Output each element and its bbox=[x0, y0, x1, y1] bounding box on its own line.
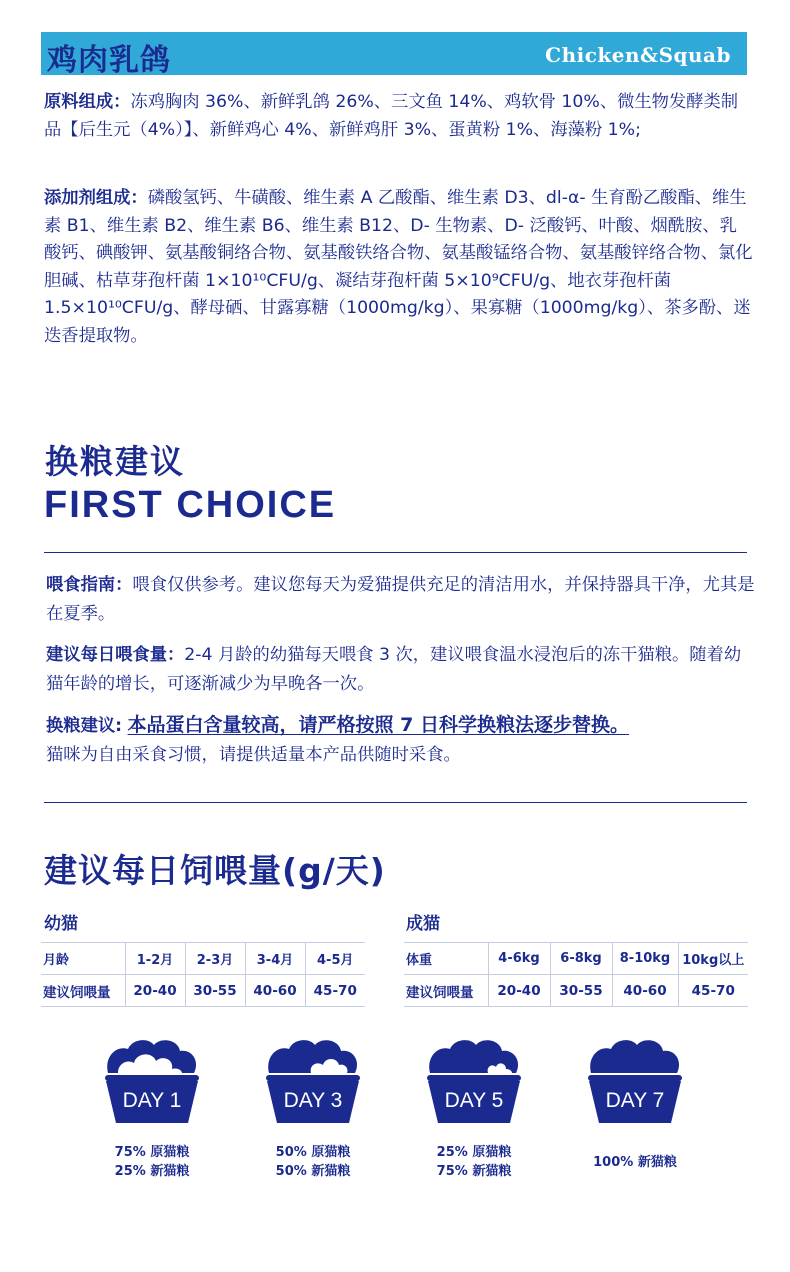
day-label: DAY 3 bbox=[283, 1089, 343, 1112]
kitten-table bbox=[41, 942, 365, 1007]
table-cell: 建议饲喂量 bbox=[404, 975, 488, 1007]
divider-bottom bbox=[44, 802, 747, 803]
table-cell: 30-55 bbox=[185, 975, 245, 1007]
table-cell: 45-70 bbox=[678, 975, 748, 1007]
day-caption: 75% 原猫粮 bbox=[114, 1145, 190, 1160]
feeding-guide-label: 喂食指南： bbox=[46, 575, 133, 595]
table-cell: 30-55 bbox=[550, 975, 612, 1007]
table-cell: 40-60 bbox=[245, 975, 305, 1007]
divider-top bbox=[44, 552, 747, 553]
table-cell: 40-60 bbox=[612, 975, 678, 1007]
table-cell: 4-6kg bbox=[488, 943, 550, 975]
kitten-table-title: 幼猫 bbox=[44, 914, 78, 934]
table-cell: 20-40 bbox=[125, 975, 185, 1007]
product-title: 鸡肉乳鸽 bbox=[47, 43, 171, 78]
table-row bbox=[404, 975, 748, 1007]
switch-section-title: 换粮建议 bbox=[45, 442, 185, 481]
day-caption: 75% 新猫粮 bbox=[436, 1164, 512, 1179]
table-cell: 建议饲喂量 bbox=[41, 975, 125, 1007]
day-7-step bbox=[561, 1035, 709, 1170]
table-cell: 8-10kg bbox=[612, 943, 678, 975]
day-label: DAY 5 bbox=[444, 1089, 504, 1112]
table-row bbox=[41, 975, 365, 1007]
table-row bbox=[41, 943, 365, 975]
table-cell: 10kg以上 bbox=[678, 943, 748, 975]
day-label: DAY 1 bbox=[122, 1089, 182, 1112]
day-label: DAY 7 bbox=[605, 1089, 665, 1112]
table-cell: 2-3月 bbox=[185, 943, 245, 975]
switch-section-subtitle: FIRST CHOICE bbox=[44, 484, 337, 526]
day-caption: 50% 新猫粮 bbox=[275, 1164, 351, 1179]
table-cell: 1-2月 bbox=[125, 943, 185, 975]
adult-table-title: 成猫 bbox=[406, 914, 440, 934]
food-bowl-icon bbox=[239, 1035, 387, 1130]
adult-table bbox=[404, 942, 748, 1007]
daily-amount-label: 建议每日喂食量： bbox=[46, 645, 185, 665]
additives-text: 磷酸氢钙、牛磺酸、维生素 A 乙酸酯、维生素 D3、dl-α- 生育酚乙酸酯、维生素 B1、维生素 B2、维生素 B6、维生素 B12、D- 生物素、D- 泛酸钙、叶酸、烟酰胺、乳酸钙、碘酸钾、氨基酸铜络合物、氨基酸铁络合物、氨基酸锰络合物、氨基酸锌络合物、氯化胆碱、枯草芽孢杆菌 1×10¹⁰CFU/g、凝结芽孢杆菌 5×10⁹CFU/g、地衣芽孢杆菌 1.5×10¹⁰CFU/g、酵母硒、甘露寡糖（1000mg/kg）、果寡糖（1000mg/kg）、茶多酚、迷迭香提取物。 bbox=[44, 188, 753, 346]
switch-advice-highlight: 本品蛋白含量较高，请严格按照 7 日科学换粮法逐步替换。 bbox=[127, 714, 629, 736]
switch-advice-text: 猫咪为自由采食习惯，请提供适量本产品供随时采食。 bbox=[46, 745, 461, 765]
day-caption: 25% 原猫粮 bbox=[436, 1145, 512, 1160]
table-cell: 月龄 bbox=[41, 943, 125, 975]
table-cell: 6-8kg bbox=[550, 943, 612, 975]
day-1-step bbox=[78, 1035, 226, 1179]
switch-advice bbox=[46, 711, 756, 770]
ingredients-label: 原料组成： bbox=[44, 92, 131, 112]
day-3-step bbox=[239, 1035, 387, 1179]
table-cell: 4-5月 bbox=[305, 943, 365, 975]
food-bowl-icon bbox=[78, 1035, 226, 1130]
daily-amount-text: 2-4 月龄的幼猫每天喂食 3 次，建议喂食温水浸泡后的冻干猫粮。随着幼猫年龄的增长，可逐渐减少为早晚各一次。 bbox=[46, 645, 742, 694]
additives-label: 添加剂组成： bbox=[44, 188, 148, 208]
day-caption: 100% 新猫粮 bbox=[593, 1155, 677, 1170]
brand-name: Chicken&Squab bbox=[545, 43, 731, 67]
feeding-amount-title: 建议每日饲喂量(g/天) bbox=[44, 851, 386, 890]
table-cell: 体重 bbox=[404, 943, 488, 975]
switch-advice-label: 换粮建议: bbox=[46, 716, 123, 736]
table-cell: 3-4月 bbox=[245, 943, 305, 975]
table-row bbox=[404, 943, 748, 975]
day-caption: 25% 新猫粮 bbox=[114, 1164, 190, 1179]
day-5-step bbox=[400, 1035, 548, 1179]
food-bowl-icon bbox=[400, 1035, 548, 1130]
daily-amount bbox=[46, 641, 756, 699]
table-cell: 20-40 bbox=[488, 975, 550, 1007]
feeding-guide bbox=[46, 571, 756, 629]
ingredients-paragraph bbox=[44, 89, 754, 144]
day-caption: 50% 原猫粮 bbox=[275, 1145, 351, 1160]
table-cell: 45-70 bbox=[305, 975, 365, 1007]
food-bowl-icon bbox=[561, 1035, 709, 1130]
feeding-guide-text: 喂食仅供参考。建议您每天为爱猫提供充足的清洁用水，并保持器具干净，尤其是在夏季。 bbox=[46, 575, 755, 624]
ingredients-text: 冻鸡胸肉 36%、新鲜乳鸽 26%、三文鱼 14%、鸡软骨 10%、微生物发酵类制品【后生元（4%）】、新鲜鸡心 4%、新鲜鸡肝 3%、蛋黄粉 1%、海藻粉 1%; bbox=[44, 92, 739, 140]
header-banner bbox=[41, 32, 747, 78]
additives-paragraph bbox=[44, 185, 754, 350]
